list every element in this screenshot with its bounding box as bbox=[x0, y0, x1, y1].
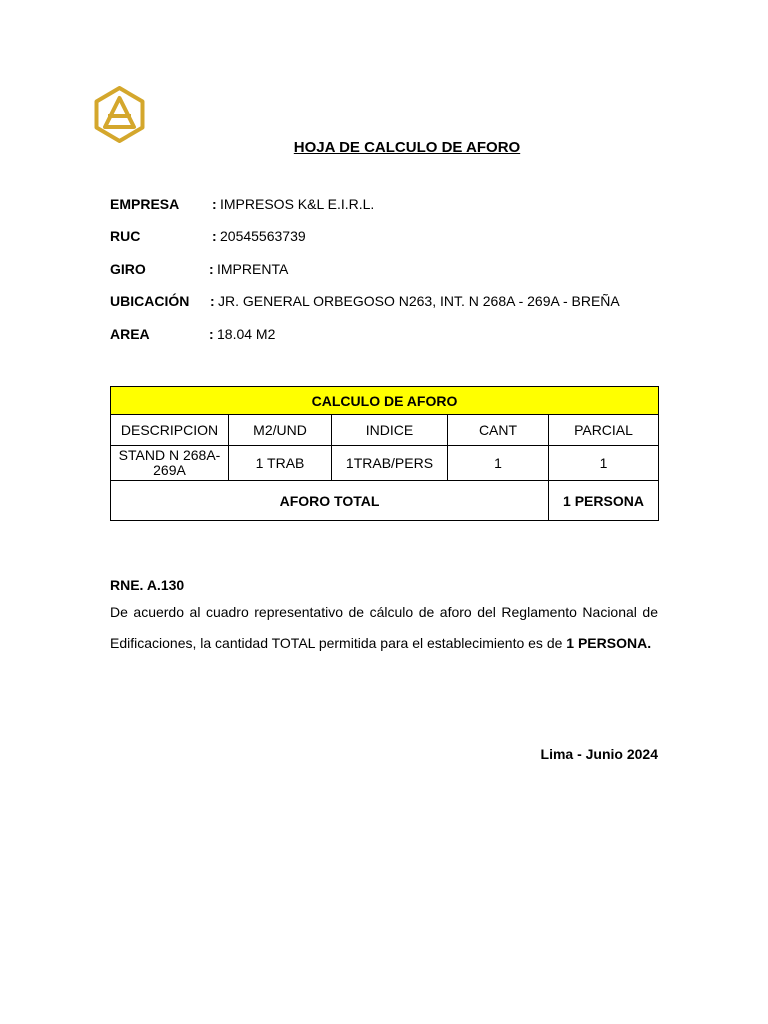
aforo-table bbox=[110, 386, 659, 521]
column-header: M2/UND bbox=[229, 415, 332, 446]
field-label: UBICACIÓN bbox=[110, 293, 190, 309]
total-label: AFORO TOTAL bbox=[111, 481, 549, 521]
field-value: 20545563739 bbox=[220, 228, 306, 244]
rne-heading: RNE. A.130 bbox=[110, 577, 185, 593]
field-label: AREA bbox=[110, 326, 150, 342]
table-cell: 1 TRAB bbox=[229, 446, 332, 481]
field-value: IMPRENTA bbox=[217, 261, 289, 277]
field-label: EMPRESA bbox=[110, 196, 180, 212]
page-title: HOJA DE CALCULO DE AFORO bbox=[293, 139, 521, 156]
paragraph-bold-end: 1 PERSONA. bbox=[566, 635, 652, 651]
table-cell: STAND N 268A-269A bbox=[111, 446, 229, 481]
column-header: INDICE bbox=[332, 415, 448, 446]
table-cell: 1 bbox=[448, 446, 549, 481]
table-title: CALCULO DE AFORO bbox=[111, 387, 659, 415]
total-value: 1 PERSONA bbox=[549, 481, 659, 521]
field-label: RUC bbox=[110, 228, 141, 244]
paragraph-text: De acuerdo al cuadro representativo de cálculo de aforo del Reglamento Nacional de Edificaciones, la cantidad TOTAL permitida para el establecimiento es de bbox=[110, 604, 658, 651]
column-header: DESCRIPCION bbox=[111, 415, 229, 446]
field-colon: : bbox=[209, 261, 214, 277]
field-colon: : bbox=[212, 196, 217, 212]
field-colon: : bbox=[210, 293, 215, 309]
table-cell: 1 bbox=[549, 446, 659, 481]
field-value: JR. GENERAL ORBEGOSO N263, INT. N 268A - 269A - BREÑA bbox=[218, 293, 620, 309]
column-header: PARCIAL bbox=[549, 415, 659, 446]
field-value: IMPRESOS K&L E.I.R.L. bbox=[220, 196, 375, 212]
field-colon: : bbox=[209, 326, 214, 342]
table-cell: 1TRAB/PERS bbox=[332, 446, 448, 481]
place-date-line: Lima - Junio 2024 bbox=[540, 746, 658, 762]
column-header: CANT bbox=[448, 415, 549, 446]
field-colon: : bbox=[212, 228, 217, 244]
table-title-row bbox=[111, 387, 659, 415]
table-total-row bbox=[111, 481, 659, 521]
conclusion-paragraph bbox=[110, 597, 658, 659]
field-value: 18.04 M2 bbox=[217, 326, 276, 342]
table-row bbox=[111, 446, 659, 481]
company-logo-icon bbox=[91, 86, 148, 143]
table-header-row bbox=[111, 415, 659, 446]
field-label: GIRO bbox=[110, 261, 146, 277]
